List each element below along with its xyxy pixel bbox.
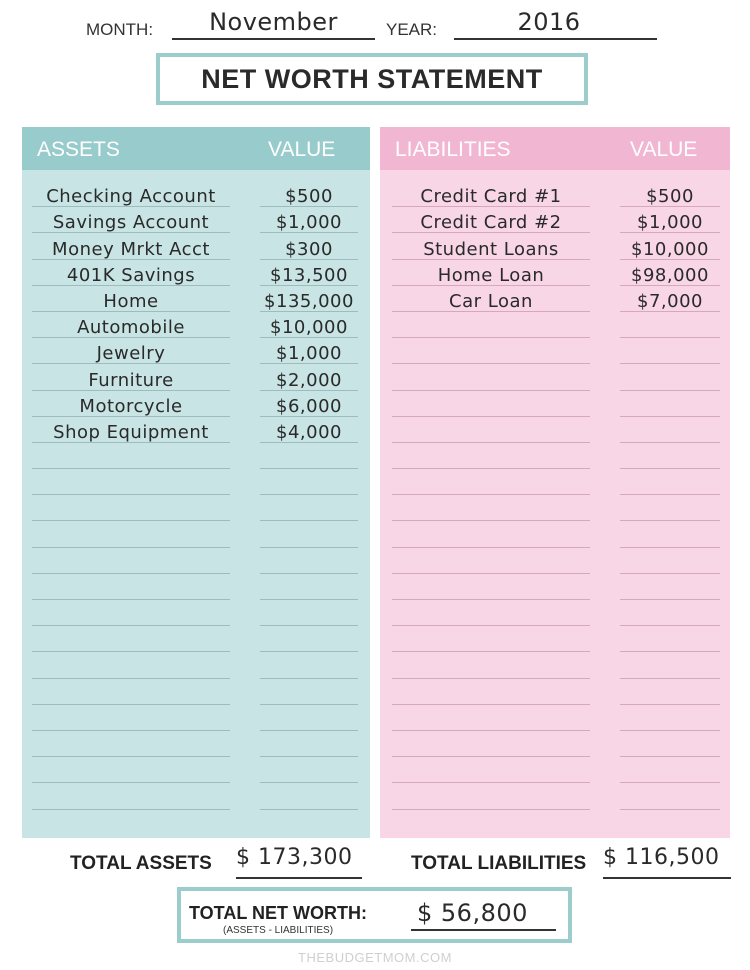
table-row	[380, 550, 730, 576]
value-line	[260, 573, 358, 574]
name-line	[32, 468, 230, 469]
name-line	[32, 782, 230, 783]
table-row	[22, 183, 370, 209]
item-value-field[interactable]: $6,000	[276, 395, 342, 417]
value-line	[620, 756, 720, 757]
table-row	[380, 576, 730, 602]
table-row	[22, 366, 370, 392]
table-row	[380, 262, 730, 288]
table-row	[22, 733, 370, 759]
totals-row	[0, 845, 750, 885]
item-name-field[interactable]: 401K Savings	[66, 264, 196, 286]
assets-value-header: VALUE	[268, 138, 336, 161]
value-line	[620, 678, 720, 679]
item-value-field[interactable]: $135,000	[264, 290, 354, 312]
month-field-line	[172, 38, 375, 40]
item-value-field[interactable]: $10,000	[631, 238, 709, 260]
value-line	[260, 730, 358, 731]
liabilities-header	[380, 127, 730, 170]
item-value-field[interactable]: $7,000	[637, 290, 703, 312]
table-row	[22, 785, 370, 811]
value-line	[260, 520, 358, 521]
table-row	[22, 262, 370, 288]
table-row	[380, 733, 730, 759]
table-row	[380, 785, 730, 811]
table-row	[380, 235, 730, 261]
assets-header-label: ASSETS	[37, 138, 120, 161]
item-value-field[interactable]: $2,000	[276, 369, 342, 391]
item-name-field[interactable]: Money Mrkt Acct	[52, 238, 210, 260]
item-value-field[interactable]: $13,500	[270, 264, 348, 286]
value-line	[260, 651, 358, 652]
name-line	[392, 494, 590, 495]
net-worth-value[interactable]: $ 56,800	[417, 899, 528, 927]
table-row	[380, 366, 730, 392]
liabilities-value-header: VALUE	[630, 138, 698, 161]
value-line	[620, 599, 720, 600]
footer-brand: THEBUDGETMOM.COM	[298, 950, 452, 965]
item-value-field[interactable]: $98,000	[631, 264, 709, 286]
value-line	[620, 573, 720, 574]
table-row	[380, 523, 730, 549]
value-line	[260, 599, 358, 600]
name-line	[392, 416, 590, 417]
name-line	[32, 651, 230, 652]
item-name-field[interactable]: Motorcycle	[79, 395, 183, 417]
page-title: NET WORTH STATEMENT	[201, 63, 543, 94]
name-line	[32, 625, 230, 626]
table-row	[22, 681, 370, 707]
item-value-field[interactable]: $1,000	[276, 212, 342, 234]
table-row	[22, 759, 370, 785]
value-line	[620, 651, 720, 652]
value-line	[620, 494, 720, 495]
item-name-field[interactable]: Car Loan	[449, 290, 533, 312]
table-row	[22, 576, 370, 602]
item-name-field[interactable]: Credit Card #2	[420, 212, 562, 234]
name-line	[392, 678, 590, 679]
item-name-field[interactable]: Automobile	[77, 317, 185, 339]
item-value-field[interactable]: $500	[285, 186, 333, 208]
table-row	[380, 314, 730, 340]
month-field[interactable]: November	[209, 8, 338, 36]
name-line	[392, 756, 590, 757]
item-name-field[interactable]: Checking Account	[46, 186, 216, 208]
value-line	[620, 547, 720, 548]
assets-rows	[22, 183, 370, 812]
name-line	[392, 520, 590, 521]
liabilities-panel	[380, 127, 730, 838]
item-value-field[interactable]: $1,000	[276, 343, 342, 365]
value-line	[620, 416, 720, 417]
item-name-field[interactable]: Jewelry	[96, 343, 166, 365]
liabilities-rows	[380, 183, 730, 812]
name-line	[392, 337, 590, 338]
table-row	[22, 288, 370, 314]
total-liabilities-value[interactable]: $ 116,500	[603, 845, 720, 870]
month-year-row	[86, 8, 666, 42]
value-line	[620, 442, 720, 443]
name-line	[392, 468, 590, 469]
total-liabilities-label: TOTAL LIABILITIES	[411, 853, 587, 874]
year-field[interactable]: 2016	[517, 8, 581, 36]
value-line	[260, 678, 358, 679]
table-row	[22, 628, 370, 654]
total-assets-label: TOTAL ASSETS	[70, 853, 212, 874]
name-line	[32, 520, 230, 521]
table-row	[380, 445, 730, 471]
value-line	[620, 390, 720, 391]
item-value-field[interactable]: $4,000	[276, 421, 342, 443]
table-row	[380, 288, 730, 314]
table-row	[22, 419, 370, 445]
table-row	[22, 707, 370, 733]
net-worth-sublabel: (ASSETS - LIABILITIES)	[223, 925, 334, 936]
total-liabilities-line	[603, 877, 731, 879]
table-row	[22, 654, 370, 680]
value-line	[260, 756, 358, 757]
value-line	[620, 730, 720, 731]
name-line	[32, 599, 230, 600]
table-row	[380, 471, 730, 497]
table-row	[380, 628, 730, 654]
table-row	[22, 471, 370, 497]
value-line	[620, 704, 720, 705]
table-row	[22, 340, 370, 366]
name-line	[32, 756, 230, 757]
value-line	[620, 809, 720, 810]
item-value-field[interactable]: $1,000	[637, 212, 703, 234]
item-name-field[interactable]: Student Loans	[423, 238, 559, 260]
item-value-field[interactable]: $300	[285, 238, 333, 260]
name-line	[32, 678, 230, 679]
item-name-field[interactable]: Shop Equipment	[53, 421, 209, 443]
table-row	[22, 523, 370, 549]
value-line	[260, 625, 358, 626]
table-row	[380, 681, 730, 707]
value-line	[260, 494, 358, 495]
net-worth-box	[177, 887, 572, 943]
name-line	[32, 573, 230, 574]
item-name-field[interactable]: Savings Account	[52, 212, 210, 234]
net-worth-label: TOTAL NET WORTH:	[189, 903, 367, 923]
value-line	[260, 809, 358, 810]
name-line	[392, 573, 590, 574]
table-row	[22, 393, 370, 419]
value-line	[620, 782, 720, 783]
value-line	[620, 625, 720, 626]
name-line	[392, 547, 590, 548]
title-box	[156, 53, 588, 105]
name-line	[32, 704, 230, 705]
value-line	[260, 468, 358, 469]
table-row	[22, 550, 370, 576]
name-line	[392, 782, 590, 783]
total-assets-value[interactable]: $ 173,300	[236, 845, 353, 870]
total-assets-line	[236, 877, 362, 879]
table-row	[380, 497, 730, 523]
year-field-line	[454, 38, 657, 40]
name-line	[392, 363, 590, 364]
item-name-field[interactable]: Credit Card #1	[420, 186, 562, 208]
name-line	[392, 651, 590, 652]
table-row	[22, 314, 370, 340]
name-line	[392, 442, 590, 443]
name-line	[392, 390, 590, 391]
name-line	[392, 625, 590, 626]
assets-panel	[22, 127, 370, 838]
item-name-field[interactable]: Furniture	[88, 369, 174, 391]
table-row	[380, 654, 730, 680]
table-row	[22, 602, 370, 628]
table-row	[380, 183, 730, 209]
value-line	[260, 782, 358, 783]
name-line	[32, 730, 230, 731]
year-label: YEAR:	[386, 20, 438, 39]
name-line	[32, 494, 230, 495]
table-row	[380, 707, 730, 733]
table-row	[380, 209, 730, 235]
name-line	[392, 704, 590, 705]
assets-header	[22, 127, 370, 170]
table-row	[380, 393, 730, 419]
value-line	[260, 547, 358, 548]
name-line	[32, 809, 230, 810]
name-line	[392, 599, 590, 600]
table-row	[22, 235, 370, 261]
month-label: MONTH:	[86, 20, 154, 39]
value-line	[620, 337, 720, 338]
item-value-field[interactable]: $500	[646, 186, 694, 208]
item-value-field[interactable]: $10,000	[270, 317, 348, 339]
value-line	[620, 468, 720, 469]
value-line	[260, 704, 358, 705]
net-worth-line	[411, 929, 556, 931]
table-row	[380, 602, 730, 628]
table-row	[22, 497, 370, 523]
value-line	[620, 363, 720, 364]
value-line	[620, 520, 720, 521]
table-row	[380, 419, 730, 445]
liabilities-header-label: LIABILITIES	[395, 138, 511, 161]
item-name-field[interactable]: Home	[103, 290, 159, 312]
table-row	[22, 445, 370, 471]
table-row	[380, 340, 730, 366]
table-row	[22, 209, 370, 235]
name-line	[392, 730, 590, 731]
item-name-field[interactable]: Home Loan	[437, 264, 545, 286]
table-row	[380, 759, 730, 785]
name-line	[32, 547, 230, 548]
name-line	[392, 809, 590, 810]
